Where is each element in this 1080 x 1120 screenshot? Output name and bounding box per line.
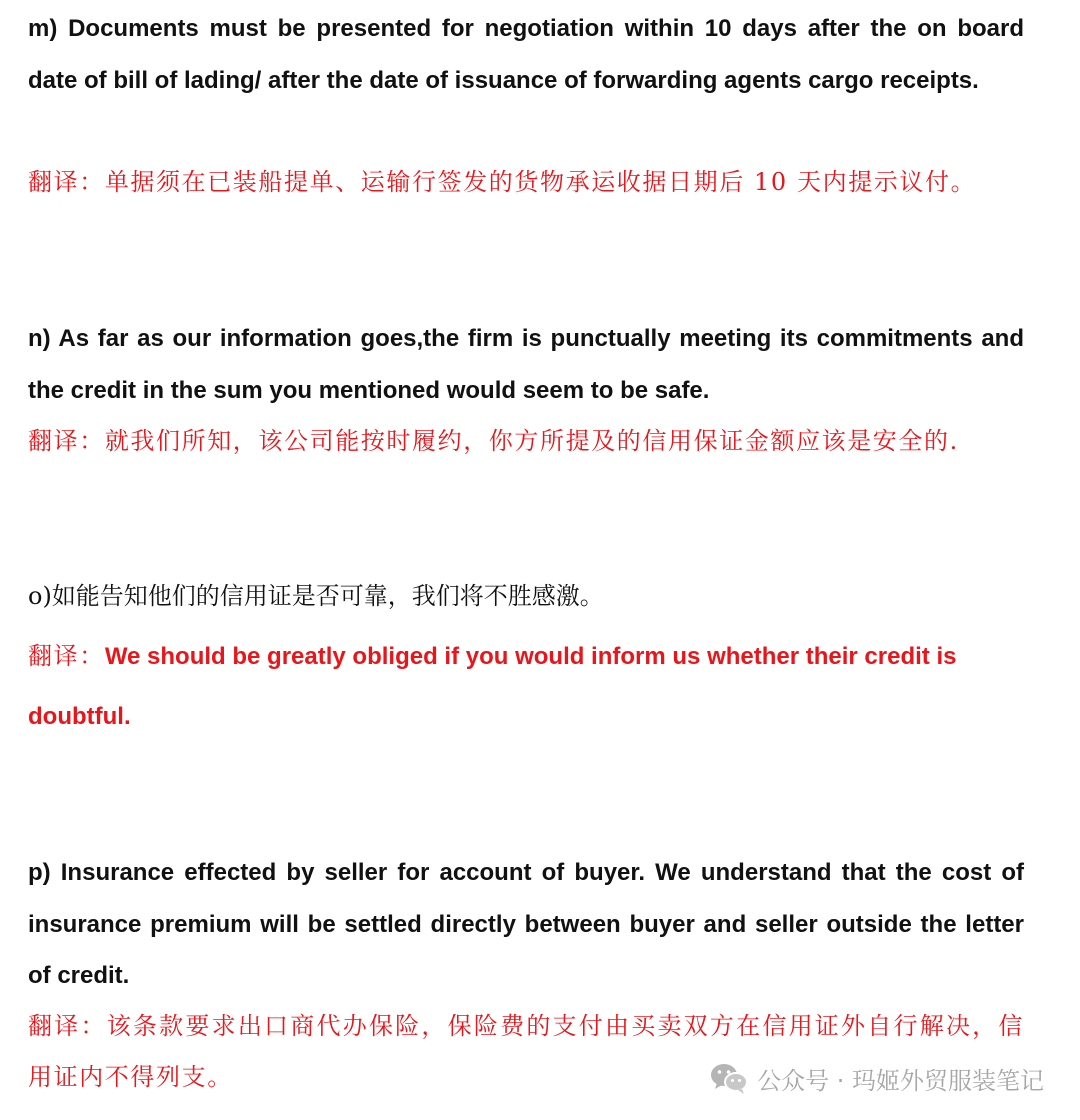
watermark-text: 公众号 · 玛姬外贸服装笔记 (757, 1066, 1044, 1095)
clause-m-english: m) Documents must be presented for negotiation within 10 days after the on board date of bill of lading/ after the date of issuance of forwarding agents cargo receipts. (28, 15, 1024, 94)
clause-p-english: p) Insurance effected by seller for account of buyer. We understand that the cost of insurance premium will be settled directly between buyer and seller outside the letter of credit. (28, 859, 1024, 989)
clause-o-translation (28, 626, 1024, 747)
clause-m-translation (28, 157, 1024, 208)
translation-label: 翻译： (28, 168, 105, 196)
watermark (709, 1058, 1044, 1098)
translation-text: 就我们所知，该公司能按时履约，你方所提及的信用保证金额应该是安全的. (104, 427, 959, 455)
translation-label: 翻译： (28, 642, 105, 670)
wechat-icon (709, 1061, 749, 1095)
translation-label: 翻译： (28, 1012, 107, 1040)
translation-text: 单据须在已装船提单、运输行签发的货物承运收据日期后 10 天内提示议付。 (104, 168, 977, 196)
translation-text: 该条款要求出口商代办保险，保险费的支付由买卖双方在信用证外自行解决，信用证内不得列支。 (28, 1012, 1024, 1091)
clause-n-translation (28, 416, 1024, 467)
clause-n-english: n) As far as our information goes,the firm is punctually meeting its commitments and the credit in the sum you mentioned would seem to be safe. (28, 325, 1024, 404)
translation-text: We should be greatly obliged if you would inform us whether their credit is doubtful. (28, 643, 957, 730)
translation-label: 翻译： (28, 427, 105, 455)
clause-o-chinese: o)如能告知他们的信用证是否可靠，我们将不胜感激。 (28, 582, 604, 610)
